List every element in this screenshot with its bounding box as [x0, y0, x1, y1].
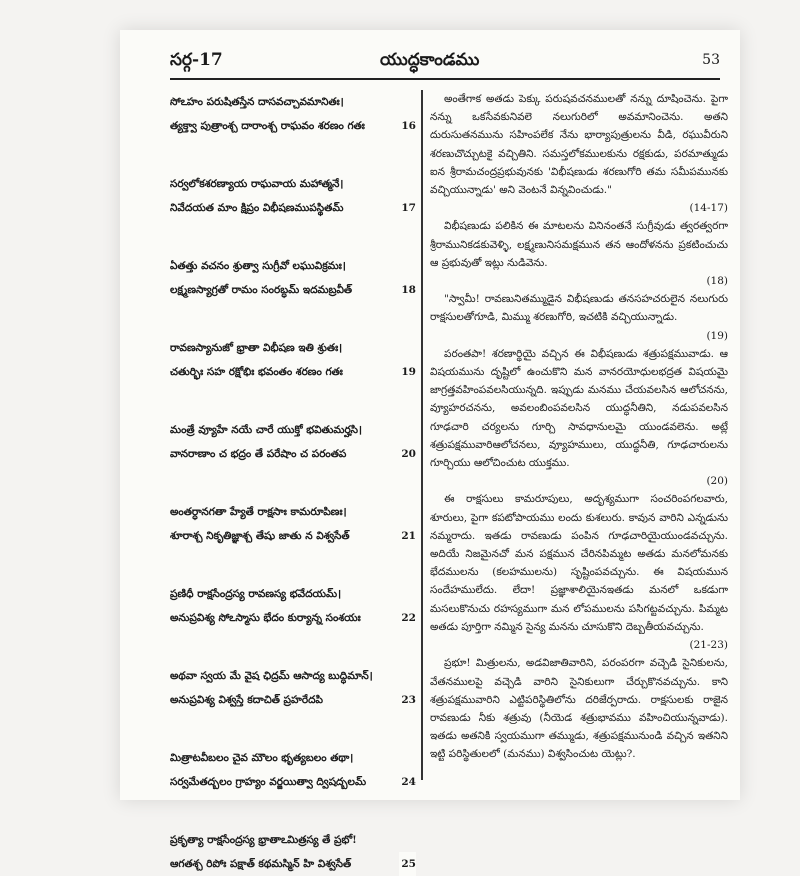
verse-block [170, 664, 416, 712]
verse-line: అనుప్రవిశ్య విశ్వస్తే కదాచిత్ ప్రహరేదపి 23 [170, 688, 416, 712]
paragraph-text: ప్రభూ! మిత్రులను, అడవిజాతివారిని, పరంపరగా వచ్చెడి సైనికులను, వేతనములపై వచ్చెడి వారిని సైనికులుగా చేర్చుకొనవచ్చును. కాని శత్రుపక్షమువారిని ఎట్టిపరిస్థితిలోను దరిజేర్పరాదు. రాక్షసులకు రాజైన రావణుడు నీకు శత్రువు (నీయెడ శత్రుభావము వహించియున్నవాడు). ఇతడు అతనికి స్వయముగా తమ్ముడు, శత్రుపక్షమునుండి వచ్చిన ఇతనిని ఇట్టి పరిస్థితులలో (మనము) విశ్వసించుట యెట్లు?. [430, 657, 728, 761]
translation-paragraph [430, 290, 728, 345]
verse-number: 16 [399, 114, 416, 138]
verse-reference: (18) [706, 275, 728, 288]
header-rule [170, 78, 720, 80]
verse-number: 22 [399, 606, 416, 630]
verse-block [170, 746, 416, 794]
paragraph-text: పరంతపా! శరణార్థియై వచ్చిన ఈ విభీషణుడు శత్రుపక్షమువాడు. ఆ విషయమును దృష్టిలో ఉంచుకొని మన వానరయోధులభద్రత విషయమై జాగ్రత్తవహింపవలసియున్నది. ఇప్పుడు మనము చేయవలసిన ఆలోచనను, వ్యూహరచనను, అవలంబింపవలసిన యుద్ధనీతిని, నడుపవలసిన గూఢచారి చర్యలను గూర్చి సావధానులమై యుండవలెను. అట్లే శత్రుపక్షమువారిఆలోచనలు, వ్యూహములు, యుద్ధనీతి, గూఢచారులను గూర్చియు ఆలోచించుట యుక్తము. [430, 347, 728, 470]
verse-line: మిత్రాటవీబలం చైవ మౌలం భృత్యబలం తథా। [170, 752, 354, 764]
column-divider [421, 90, 423, 780]
verse-line: అంతర్ధానగతా హ్యేతే రాక్షసాః కామరూపిణః। [170, 506, 347, 518]
book-page [120, 30, 740, 870]
verse-block [170, 418, 416, 466]
verse-line: సర్వలోకశరణ్యాయ రాఘవాయ మహాత్మనే। [170, 178, 344, 190]
verse-number: 19 [399, 360, 416, 384]
verse-line: అథవా స్వయ మే వైష ఛిద్రమ్ ఆసాద్య బుద్ధిమాన్। [170, 670, 373, 682]
verse-number: 20 [399, 442, 416, 466]
verse-line: మంత్రే వ్యూహే నయే చారే యుక్తో భవితుమర్హసి। [170, 424, 363, 436]
verse-block [170, 172, 416, 220]
sarga-label: సర్గ-17 [170, 50, 223, 70]
verse-block [170, 336, 416, 384]
verse-block [170, 254, 416, 302]
verse-reference: (19) [706, 329, 728, 342]
verse-line: ప్రణిధీ రాక్షసేంద్రస్య రావణస్య భవేదయమ్। [170, 588, 342, 600]
verse-reference: (14-17) [689, 202, 728, 215]
paragraph-text: విభీషణుడు పలికిన ఈ మాటలను వినినంతనే సుగ్రీవుడు త్వరత్వరగా శ్రీరామునికడకువెళ్ళి, లక్ష్మణునిసమక్షమున తన ఆందోళనను ప్రకటించుచు ఆ ప్రభువుతో ఇట్లు నుడివెను. [430, 220, 728, 269]
verse-reference: (20) [706, 475, 728, 488]
verse-block [170, 90, 416, 138]
verse-block [170, 500, 416, 548]
paragraph-text: ఈ రాక్షసులు కామరూపులు, అదృశ్యముగా సంచరింపగలవారు, శూరులు, పైగా కపటోపాయము లందు కుశలురు. కావున వారిని ఎన్నడును నమ్మరాదు. ఇతడు రావణుడు పంపిన గూఢచారియైయుండవచ్చును. అదియే నిజమైనచో మన పక్షమున చేరినపిమ్మట అతడు మనలోమనకు భేదములను (కలహములను) సృష్టింపవచ్చును. ఈ విషయమున సందేహములేదు. లేదా! ప్రజ్ఞాశాలియైనఇతడు మనలో ఒకడుగా మసలుకొనుచు రహస్యముగా మన లోపములను పసిగట్టవచ్చును. పిమ్మట అతడు పూర్తిగా నమ్మిన సైన్య మనను చూసుకొని దెబ్బతీయవచ్చును. [430, 493, 728, 633]
sanskrit-verses-column [170, 90, 416, 870]
verse-line: సర్వమేతద్బలం గ్రాహ్యం వర్జయిత్వా ద్విషద్బలమ్ 24 [170, 770, 416, 794]
page-header [170, 48, 720, 74]
paragraph-text: "స్వామీ! రావణునితమ్ముడైన విభీషణుడు తనసహచరులైన నలుగురు రాక్షసులతోగూడి, మిమ్ము శరణుగోరి, ఇచటికి వచ్చియున్నాడు. [430, 293, 728, 324]
verse-line: రావణస్యానుజో భ్రాతా విభీషణ ఇతి శ్రుతః। [170, 342, 343, 354]
translation-paragraph [430, 654, 728, 763]
verse-number: 23 [399, 688, 416, 712]
verse-reference: (21-23) [689, 639, 728, 652]
verse-line: అనుప్రవిశ్య సోఽస్మాసు భేదం కుర్యాన్న సంశయః 22 [170, 606, 416, 630]
verse-line: శూరాశ్చ నికృతిజ్ఞాశ్చ తేషు జాతు న విశ్వసేత్ 21 [170, 524, 416, 548]
verse-line: ఆగతశ్చ రిపోః పక్షాత్ కథమస్మిన్ హి విశ్వసేత్ 25 [170, 852, 416, 876]
paragraph-text: అంతేగాక అతడు పెక్కు పరుషవచనములతో నన్ను దూషించెను. పైగా నన్ను ఒకసేవకునివలె నలుగురిలో అవమానించెను. అతని దురుసుతనమును సహింపలేక నేను భార్యాపుత్రులను వీడి, రఘువీరుని శరణుచొచ్చుటకై వచ్చితిని. సమస్తలోకములకును రక్షకుడు, పరమాత్ముడు ఐన శ్రీరామచంద్రప్రభువునకు 'విభీషణుడు శరణుగోరి తమ సమీపమునకు వచ్చియున్నాడు' అని వెంటనే విన్నవించుడు." [430, 93, 728, 197]
translation-paragraph [430, 90, 728, 217]
verse-number: 17 [399, 196, 416, 220]
verse-line: వానరాణాం చ భద్రం తే పరేషాం చ పరంతప 20 [170, 442, 416, 466]
verse-line: నివేదయత మాం క్షిప్రం విభీషణముపస్థితమ్ 17 [170, 196, 416, 220]
verse-number: 21 [399, 524, 416, 548]
verse-line: ఏతత్తు వచనం శ్రుత్వా సుగ్రీవో లఘువిక్రమః। [170, 260, 346, 272]
translation-paragraph [430, 217, 728, 290]
page-number: 53 [702, 52, 720, 68]
kanda-title: యుద్ధకాండము [380, 50, 480, 70]
verse-line: ప్రకృత్యా రాక్షసేంద్రస్య భ్రాతాఽమిత్రస్య తే ప్రభో! [170, 834, 357, 846]
verse-number: 24 [399, 770, 416, 794]
verse-line: లక్ష్మణస్యాగ్రతో రామం సంరబ్ధమ్ ఇదమబ్రవీత్ 18 [170, 278, 416, 302]
verse-block [170, 828, 416, 876]
verse-block [170, 582, 416, 630]
translation-paragraph [430, 345, 728, 491]
verse-line: సోఽహం పరుషితస్తేన దాసవచ్చావమానితః। [170, 96, 344, 108]
verse-number: 18 [399, 278, 416, 302]
verse-number: 25 [399, 852, 416, 876]
verse-line: త్యక్త్వా పుత్రాంశ్చ దారాంశ్చ రాఘవం శరణం గతః 16 [170, 114, 416, 138]
telugu-translation-column [430, 90, 728, 780]
translation-paragraph [430, 490, 728, 654]
verse-line: చతుర్భిః సహ రక్షోభిః భవంతం శరణం గతః 19 [170, 360, 416, 384]
